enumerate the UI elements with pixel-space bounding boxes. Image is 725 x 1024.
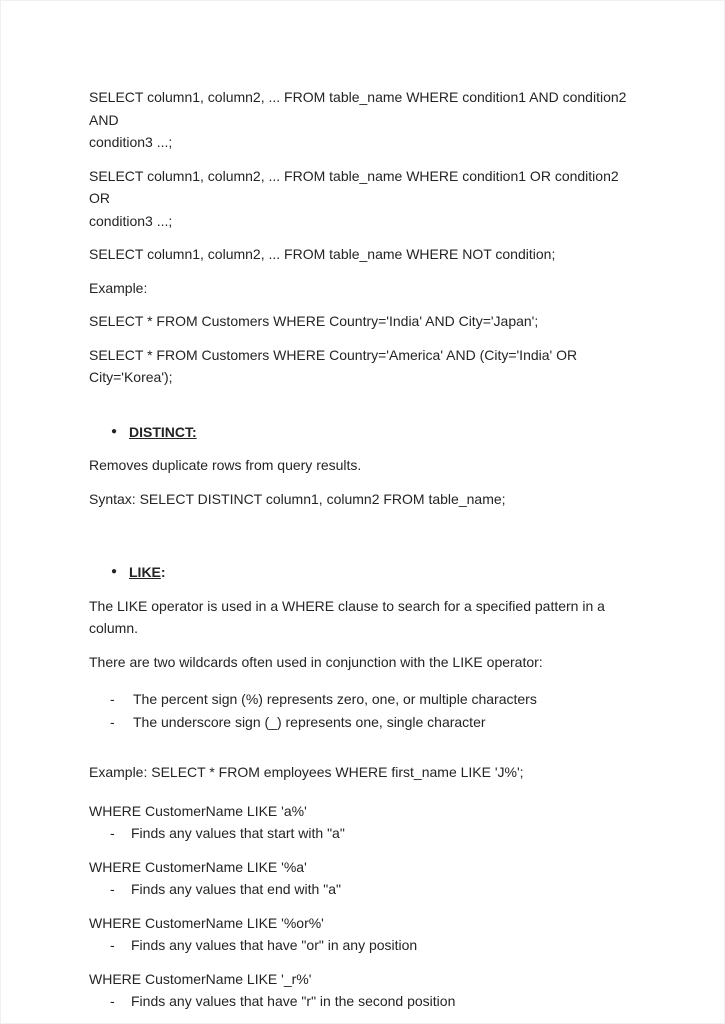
distinct-heading-label: DISTINCT: [129,423,197,440]
paragraph-example-combined [89,344,640,389]
dash-marker: - [110,881,115,897]
paragraph-where-or-syntax [89,165,640,233]
like-wildcards-intro: There are two wildcards often used in conjunction with the LIKE operator: [89,653,543,670]
pattern-meaning-text: Finds any values that start with "a" [131,825,345,841]
distinct-syntax: Syntax: SELECT DISTINCT column1, column2 FROM table_name; [89,490,506,507]
dash-marker: - [110,993,115,1009]
list-item-underscore-wildcard [89,711,640,734]
pattern-clause: WHERE CustomerName LIKE '%or%' [89,914,324,931]
pattern-clause: WHERE CustomerName LIKE 'a%' [89,802,307,819]
distinct-description: Removes duplicate rows from query results. [89,457,362,473]
distinct-section [89,421,640,511]
like-description: The LIKE operator is used in a WHERE clause to search for a specified pattern in a column. [89,597,605,636]
like-section [89,561,640,1013]
where-syntax-section [89,86,640,389]
wildcard-list [89,688,640,733]
like-heading-label: LIKE [129,564,161,580]
paragraph-where-and-syntax [89,86,640,154]
dash-marker: - [110,691,115,707]
list-item-text: The underscore sign (_) represents one, single character [133,713,486,730]
pattern-meaning-text: Finds any values that end with "a" [131,881,341,897]
dash-marker: - [110,825,115,841]
pattern-meaning [89,878,640,901]
pattern-meaning [89,822,640,845]
text-line: condition3 ...; [89,212,173,229]
text-line: SELECT * FROM Customers WHERE Country='America' AND (City='India' OR [89,346,578,363]
pattern-meaning [89,934,640,957]
pattern-meaning-text: Finds any values that have "or" in any position [131,937,418,953]
paragraph-example-and: SELECT * FROM Customers WHERE Country='India' AND City='Japan'; [89,313,539,329]
text-line: condition3 ...; [89,134,173,150]
pattern-clause: WHERE CustomerName LIKE '_r%' [89,970,312,987]
like-pattern-group [89,856,640,901]
paragraph-where-not-syntax: SELECT column1, column2, ... FROM table_name WHERE NOT condition; [89,246,556,262]
bullet-icon: ● [111,425,118,437]
like-heading-colon: : [160,564,166,580]
pattern-meaning [89,990,640,1013]
list-item-text: The percent sign (%) represents zero, one, or multiple characters [133,691,537,707]
like-heading [89,561,640,584]
like-pattern-group [89,968,640,1013]
pattern-meaning-text: Finds any values that have "r" in the second position [131,993,456,1009]
example-label: Example: [89,279,148,296]
like-pattern-group [89,800,640,845]
list-item-percent-wildcard [89,688,640,711]
text-line: SELECT column1, column2, ... FROM table_name WHERE condition1 OR condition2 OR [89,167,619,206]
text-line: SELECT column1, column2, ... FROM table_name WHERE condition1 AND condition2 AND [89,89,627,128]
distinct-heading [89,421,640,444]
like-example: Example: SELECT * FROM employees WHERE first_name LIKE 'J%'; [89,764,524,780]
text-line: City='Korea'); [89,369,173,385]
dash-marker: - [110,713,115,730]
pattern-clause: WHERE CustomerName LIKE '%a' [89,858,307,875]
like-pattern-group [89,912,640,957]
dash-marker: - [110,937,115,953]
bullet-icon: ● [111,566,118,577]
